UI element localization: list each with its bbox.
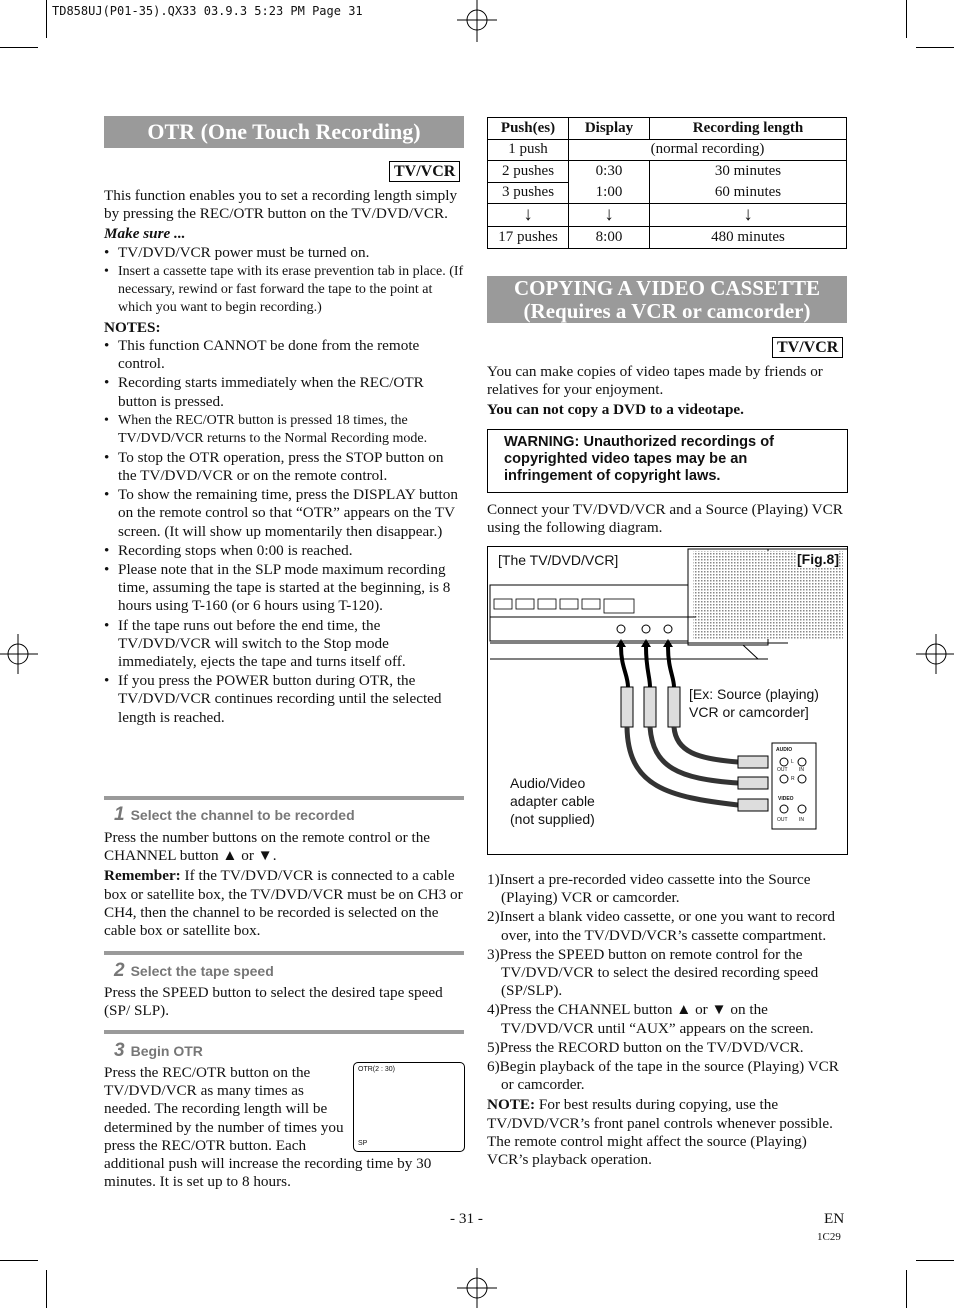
note-item: • If you press the POWER button during OTR, the TV/DVD/VCR continues recording until the selected length is reached. xyxy=(104,672,464,727)
screen-speed: SP xyxy=(358,1140,368,1147)
source-label-line-2: VCR or camcorder] xyxy=(689,704,809,720)
table-row xyxy=(488,182,847,204)
copy-title xyxy=(487,276,847,323)
copy-steps-block xyxy=(487,871,849,1169)
panel-in-label: IN xyxy=(799,817,804,823)
copy-intro: You can make copies of video tapes made by friends or relatives for your enjoyment. xyxy=(487,363,823,399)
registration-mark xyxy=(914,632,954,676)
step-number: 2 xyxy=(114,960,125,981)
table-cell: 30 minutes xyxy=(650,161,847,183)
note-item: • This function CANNOT be done from the remote control. xyxy=(104,337,464,373)
print-header: TD858UJ(P01-35).QX33 03.9.3 5:23 PM Page 31 xyxy=(52,4,363,18)
step-number: 1 xyxy=(114,804,125,825)
arrow-cell: ↓ xyxy=(569,204,650,227)
copyright-warning: WARNING: Unauthorized recordings of copyrighted video tapes may be an infringement of copyright laws. xyxy=(487,429,848,493)
step-1-text: Press the number buttons on the remote control or the CHANNEL button ▲ or ▼. xyxy=(104,829,431,865)
tv-label: [The TV/DVD/VCR] xyxy=(498,552,619,568)
source-label-line-1: [Ex: Source (playing) xyxy=(689,686,819,702)
table-cell: 8:00 xyxy=(569,227,650,249)
copy-step: 4)Press the CHANNEL button ▲ or ▼ on the TV/DVD/VCR until “AUX” appears on the screen. xyxy=(487,1001,814,1037)
copy-intro-block xyxy=(487,363,847,420)
table-cell: 1 push xyxy=(488,139,569,161)
panel-in-label: IN xyxy=(799,767,804,773)
header-cell: Display xyxy=(569,118,650,140)
note-item: • Recording stops when 0:00 is reached. xyxy=(104,542,464,560)
copy-note-label: NOTE: xyxy=(487,1096,536,1114)
panel-video-label: VIDEO xyxy=(778,796,794,802)
cable-label-line-1: Audio/Video xyxy=(510,775,586,791)
table-cell: 60 minutes xyxy=(650,182,847,204)
table-row xyxy=(488,227,847,249)
copy-note xyxy=(487,1096,849,1169)
table-cell: (normal recording) xyxy=(569,139,847,161)
table-cell: 3 pushes xyxy=(488,182,569,204)
step-heading xyxy=(114,1040,203,1062)
otr-intro: This function enables you to set a recording length simply by pressing the REC/OTR button on the TV/DVD/VCR. xyxy=(104,187,458,223)
note-item: • To stop the OTR operation, press the STOP button on the TV/DVD/VCR or on the remote control. xyxy=(104,449,464,485)
language-code: EN xyxy=(824,1210,845,1227)
copy-step: 6)Begin playback of the tape in the source (Playing) VCR or camcorder. xyxy=(487,1058,839,1094)
note-item: • Please note that in the SLP mode maximum recording time, assuming the tape is started at the beginning, is 8 hours using T-160 (or 6 hours using T-120). xyxy=(104,561,464,616)
crop-mark xyxy=(916,47,954,48)
panel-out-label: OUT xyxy=(777,817,788,823)
remember-label: Remember: xyxy=(104,867,181,885)
arrow-cell: ↓ xyxy=(650,204,847,227)
remember-text: If the TV/DVD/VCR is connected to a cable box or satellite box, the TV/DVD/VCR must be on CH3 or CH4, then the channel to be recorded is selected on the cable box or satellite box. xyxy=(104,867,463,940)
table-row xyxy=(488,139,847,161)
crop-mark xyxy=(46,1270,47,1308)
table-row xyxy=(488,161,847,183)
step-2-text: Press the SPEED button to select the desired tape speed (SP/ SLP). xyxy=(104,984,443,1020)
table-cell: 17 pushes xyxy=(488,227,569,249)
remember-note xyxy=(104,867,464,940)
table-cell: 0:30 xyxy=(569,161,650,183)
notes-label: NOTES: xyxy=(104,318,161,336)
crop-mark xyxy=(906,0,907,38)
copy-step: 5)Press the RECORD button on the TV/DVD/VCR. xyxy=(487,1038,804,1056)
step-number: 3 xyxy=(114,1040,125,1061)
make-sure-label: Make sure ... xyxy=(104,225,186,243)
header-cell: Recording length xyxy=(650,118,847,140)
copy-note-text: For best results during copying, use the TV/DVD/VCR’s front panel controls whenever possible. The remote control might affect the source (Playing) VCR’s playback operation. xyxy=(487,1096,833,1169)
crop-mark xyxy=(916,1260,954,1261)
header-cell: Push(es) xyxy=(488,118,569,140)
tv-vcr-tag: TV/VCR xyxy=(772,337,843,358)
table-row xyxy=(488,204,847,227)
copy-step: 3)Press the SPEED button on remote control for the TV/DVD/VCR to select the desired recording speed (SP/SLP). xyxy=(487,945,819,1000)
document-code: 1C29 xyxy=(817,1231,841,1243)
registration-mark xyxy=(455,1266,499,1308)
panel-l-label: L xyxy=(791,759,794,765)
copy-steps xyxy=(487,871,849,1094)
otr-title: OTR (One Touch Recording) xyxy=(104,116,464,148)
step-divider xyxy=(104,796,464,800)
note-item: • If the tape runs out before the end time, the TV/DVD/VCR will switch to the Stop mode immediately, ejects the tape and turns itself off. xyxy=(104,617,464,672)
copy-step: 1)Insert a pre-recorded video cassette into the Source (Playing) VCR or camcorder. xyxy=(487,871,811,907)
step-title: Select the channel to be recorded xyxy=(130,807,355,823)
step-title: Begin OTR xyxy=(130,1043,203,1059)
crop-mark xyxy=(46,0,47,38)
connect-text: Connect your TV/DVD/VCR and a Source (Playing) VCR using the following diagram. xyxy=(487,501,843,537)
step-3-text xyxy=(104,1064,464,1191)
registration-mark xyxy=(455,0,499,44)
make-sure-item: • Insert a cassette tape with its erase prevention tab in place. (If necessary, rewind or fast forward the tape to the point at which you want to begin recording.) xyxy=(104,263,464,317)
panel-out-label: OUT xyxy=(777,767,788,773)
make-sure-item: • TV/DVD/VCR power must be turned on. xyxy=(104,244,464,262)
step-title: Select the tape speed xyxy=(130,963,274,979)
table-header-row xyxy=(488,118,847,140)
copy-dvd-note: You can not copy a DVD to a videotape. xyxy=(487,401,744,419)
table-cell: 2 pushes xyxy=(488,161,569,183)
step-divider xyxy=(104,1030,464,1034)
step-heading xyxy=(114,960,274,982)
crop-mark xyxy=(0,47,38,48)
step-heading xyxy=(114,804,355,826)
cable-label xyxy=(510,774,595,828)
step-divider xyxy=(104,951,464,955)
cable-label-line-3: (not supplied) xyxy=(510,811,595,827)
copy-title-line-2: (Requires a VCR or camcorder) xyxy=(523,298,811,323)
note-item: • When the REC/OTR button is pressed 18 times, the TV/DVD/VCR returns to the Normal Recording mode. xyxy=(104,412,464,448)
panel-audio-label: AUDIO xyxy=(776,747,793,753)
page-number: - 31 - xyxy=(450,1210,483,1227)
registration-mark xyxy=(0,632,40,676)
fig-label: [Fig.8] xyxy=(797,551,839,567)
cable-label-line-2: adapter cable xyxy=(510,793,595,809)
screen-otr-time: OTR(2 : 30) xyxy=(358,1066,395,1073)
step-3-body: Press the REC/OTR button on the TV/DVD/VCR as many times as needed. The recording length will be determined by the number of times you press the REC/OTR button. Each additional push will increase the recording time by 30 minutes. It is set up to 8 hours. xyxy=(104,1064,432,1191)
otr-body xyxy=(104,187,464,727)
note-item: • Recording starts immediately when the REC/OTR button is pressed. xyxy=(104,374,464,410)
table-cell: 480 minutes xyxy=(650,227,847,249)
note-item: • To show the remaining time, press the DISPLAY button on the remote control so that “OTR” appears on the TV screen. (It will show up momentarily then disappear.) xyxy=(104,486,464,541)
step-body xyxy=(104,829,464,940)
copy-title-line-1: COPYING A VIDEO CASSETTE xyxy=(514,276,820,300)
connection-diagram xyxy=(487,546,848,855)
arrow-cell: ↓ xyxy=(488,204,569,227)
recording-length-table xyxy=(487,117,847,249)
source-label xyxy=(689,685,819,721)
crop-mark xyxy=(0,1260,38,1261)
crop-mark xyxy=(906,1270,907,1308)
panel-r-label: R xyxy=(791,776,795,782)
copy-step: 2)Insert a blank video cassette, or one you want to record over, into the TV/DVD/VCR’s cassette compartment. xyxy=(487,908,835,944)
table-cell: 1:00 xyxy=(569,182,650,204)
tv-vcr-tag: TV/VCR xyxy=(389,161,460,182)
